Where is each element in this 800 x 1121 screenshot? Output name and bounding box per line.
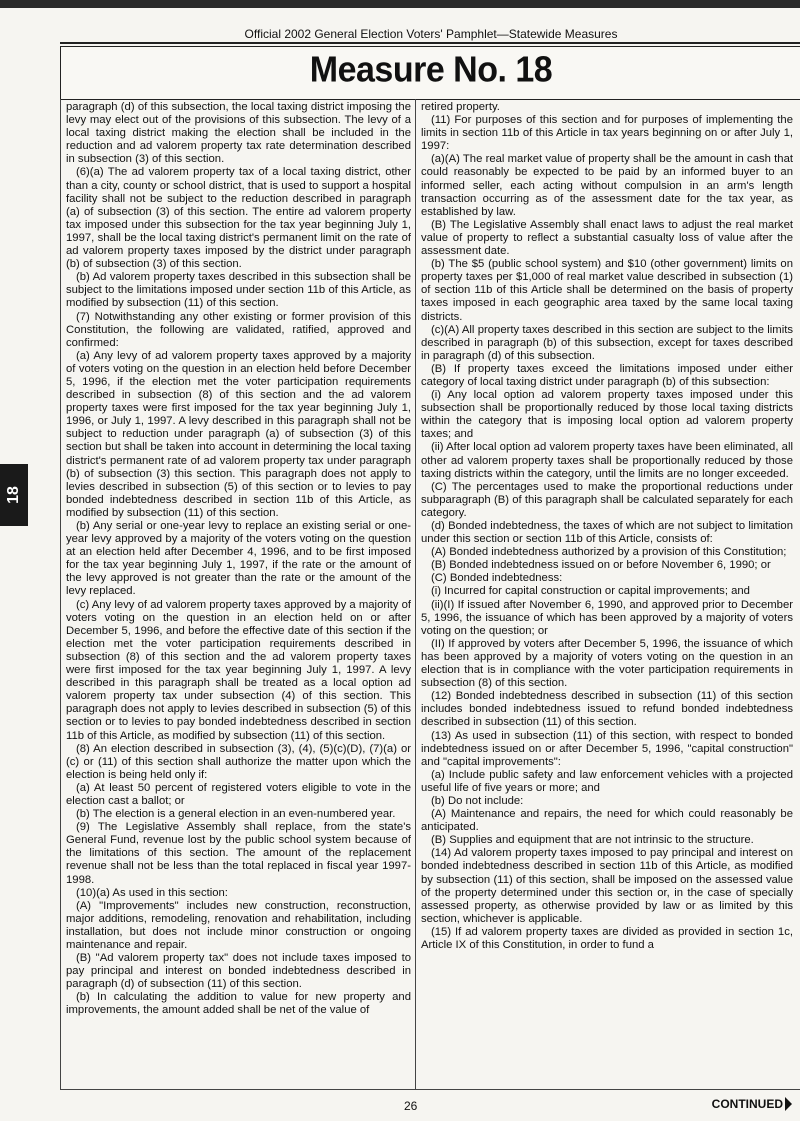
measure-title: Measure No. 18 xyxy=(309,50,553,90)
paragraph: (A) Maintenance and repairs, the need for which could reasonably be anticipated. xyxy=(421,808,793,834)
paragraph: (b) Do not include: xyxy=(431,794,524,807)
continued-marker xyxy=(712,1097,792,1111)
paragraph: (ii) After local option ad valorem property taxes have been eliminated, all other ad valorem property taxes shall be proportionally reduced by those taxing districts within the category, until the limits are no longer exceeded. xyxy=(421,441,793,480)
paragraph: (a) At least 50 percent of registered voters eligible to vote in the election cast a ballot; or xyxy=(66,781,411,807)
frame-left-rule xyxy=(60,99,61,1089)
paragraph: (a)(A) The real market value of property shall be the amount in cash that could reasonably be expected to be paid by an informed buyer to an informed seller, each acting without compulsion in an arm's length transaction occurring as of the assessment date for the tax year, as established by law. xyxy=(421,153,793,218)
paragraph: (b) Any serial or one-year levy to replace an existing serial or one-year levy approved by a majority of the voters voting on the question at an election held after December 4, 1996, and to be first imposed for the tax year beginning July 1, 1997, if the rate or the amount of the levy approved is not greater than the rate or the amount of the levy replaced. xyxy=(66,520,411,598)
paragraph: (c)(A) All property taxes described in this section are subject to the limits described in paragraph (b) of this subsection, except for taxes described in paragraph (d) of this subsection. xyxy=(421,323,793,362)
paragraph: (i) Incurred for capital construction or capital improvements; and xyxy=(431,585,750,598)
paragraph: (a) Any levy of ad valorem property taxes approved by a majority of voters voting on the question in an election held before December 5, 1996, if the election met the voter participation requirements described in subsection (8) of this section and the ad valorem property taxes were first imposed for the tax year beginning July 1, 1996, or July 1, 1997. A levy described in this paragraph shall not be subject to reduction under paragraph (a) of subsection (3) of this section but shall be taken into account in determining the local taxing district's permanent rate of ad valorem property tax under paragraph (b) of subsection (3) this section. This paragraph does not apply to levies described in subsection (5) of this section or to levies to pay bonded indebtedness described in section 11b of this Article, as modified by subsection (11) of this section. xyxy=(66,349,411,519)
paragraph: retired property. xyxy=(421,101,500,113)
column-divider xyxy=(415,99,416,1089)
arrow-right-icon xyxy=(785,1097,792,1111)
paragraph: (ii)(I) If issued after November 6, 1990, and approved prior to December 5, 1996, the issuance of which has been approved by a majority of voters voting on the question; or xyxy=(421,598,793,637)
paragraph: (A) "Improvements" includes new construction, reconstruction, major additions, remodeling, renovation and rehabilitation, including installation, but does not include minor construction or ongoing maintenance and repair. xyxy=(66,899,411,951)
paragraph: (B) If property taxes exceed the limitations imposed under either category of local taxing district under paragraph (b) of this subsection: xyxy=(421,362,793,388)
measure-title-box xyxy=(60,46,800,100)
paragraph: paragraph (d) of this subsection, the local taxing district imposing the levy may elect out of the provisions of this subsection. The levy of a local taxing district making the election shall be included in the reduction and ad valorem property tax rate determination described in subsection (3) of this section. xyxy=(66,101,411,166)
paragraph: (B) Bonded indebtedness issued on or before November 6, 1990; or xyxy=(431,559,771,572)
paragraph: (i) Any local option ad valorem property taxes imposed under this subsection shall be proportionally reduced by those local taxing districts within the category that is imposing local option ad valorem property taxes; and xyxy=(421,389,793,441)
running-header: Official 2002 General Election Voters' Pamphlet—Statewide Measures xyxy=(244,27,618,41)
paragraph: (7) Notwithstanding any other existing or former provision of this Constitution, the following are validated, ratified, approved and confirmed: xyxy=(66,310,411,349)
page-top-rule xyxy=(0,0,800,8)
paragraph: (b) In calculating the addition to value for new property and improvements, the amount added shall be net of the value of xyxy=(66,991,411,1017)
paragraph: (II) If approved by voters after December 5, 1996, the issuance of which has been approved by a majority of voters voting on the question in an election that is in compliance with the voter participation requirements in subsection (8) of this section. xyxy=(421,637,793,690)
page-number: 26 xyxy=(404,1099,418,1113)
right-column xyxy=(421,101,793,1091)
paragraph: (d) Bonded indebtedness, the taxes of which are not subject to limitation under this section or section 11b of this Article, consists of: xyxy=(421,520,793,546)
paragraph: (a) Include public safety and law enforcement vehicles with a projected useful life of five years or more; and xyxy=(421,768,793,794)
paragraph: (b) The election is a general election in an even-numbered year. xyxy=(76,808,396,821)
paragraph: (12) Bonded indebtedness described in subsection (11) of this section includes bonded indebtedness issued to refund bonded indebtedness described in subsection (11) of this section. xyxy=(421,690,793,729)
paragraph: (13) As used in subsection (11) of this section, with respect to bonded indebtedness issued on or after December 5, 1996, "capital construction" and "capital improvements": xyxy=(421,729,793,768)
continued-label: CONTINUED xyxy=(711,1097,783,1111)
paragraph: (b) Ad valorem property taxes described in this subsection shall be subject to the limitations imposed under section 11b of this Article, as modified by subsection (11) of this section. xyxy=(66,271,411,310)
paragraph: (C) The percentages used to make the proportional reductions under subparagraph (B) of this paragraph shall be calculated separately for each category. xyxy=(421,480,793,519)
paragraph: (A) Bonded indebtedness authorized by a provision of this Constitution; xyxy=(431,546,787,559)
side-tab-label: 18 xyxy=(4,486,22,504)
paragraph: (C) Bonded indebtedness: xyxy=(431,572,563,585)
measure-side-tab xyxy=(0,464,28,526)
paragraph: (B) The Legislative Assembly shall enact laws to adjust the real market value of property to reflect a substantial casualty loss of value after the assessment date. xyxy=(421,218,793,258)
paragraph: (11) For purposes of this section and for purposes of implementing the limits in section 11b of this Article in tax years beginning on or after July 1, 1997: xyxy=(421,114,793,153)
paragraph: (15) If ad valorem property taxes are divided as provided in section 1c, Article IX of this Constitution, in order to fund a xyxy=(421,925,793,951)
paragraph: (9) The Legislative Assembly shall replace, from the state's General Fund, revenue lost by the public school system because of the limitations of this section. The amount of the replacement revenue shall not be less than the total replaced in fiscal year 1997-1998. xyxy=(66,821,411,886)
paragraph: (14) Ad valorem property taxes imposed to pay principal and interest on bonded indebtedness described in section 11b of this Article, as modified by subsection (11) of this section, shall be imposed on the assessed value of the property determined under this section or, in the case of specially assessed property, as otherwise provided by law or as limited by this section, whichever is applicable. xyxy=(421,847,793,925)
header-rule xyxy=(60,42,800,44)
left-column xyxy=(66,101,411,1091)
paragraph: (c) Any levy of ad valorem property taxes approved by a majority of voters voting on the question in an election held on or after December 5, 1996, and before the effective date of this section if the election met the voter participation requirements described in subsection (8) of this section and the ad valorem property taxes were first imposed for the tax year beginning July 1, 1997. A levy described in this paragraph shall be treated as a local option ad valorem property tax under subsection (4) of this section. This paragraph does not apply to levies described in subsection (5) of this section or to levies to pay bonded indebtedness described in section 11b of this Article, as modified by subsection (11) of this section. xyxy=(66,598,411,742)
paragraph: (6)(a) The ad valorem property tax of a local taxing district, other than a city, county or school district, that is used to support a hospital facility shall not be subject to the reduction described in paragraph (a) of subsection (3) of this section. The entire ad valorem property tax imposed under this subsection for the tax year beginning July 1, 1997, shall be the local taxing district's permanent limit on the rate of ad valorem property taxes imposed by the district under paragraph (b) of subsection (3) of this section. xyxy=(66,166,411,271)
paragraph: (8) An election described in subsection (3), (4), (5)(c)(D), (7)(a) or (c) or (11) of this section shall authorize the matter upon which the election is being held only if: xyxy=(66,742,411,781)
paragraph: (b) The $5 (public school system) and $10 (other government) limits on property taxes per $1,000 of real market value described in subsection (1) of section 11b of this Article shall be determined on the basis of property taxes imposed in each geographic area taxed by the same local taxing districts. xyxy=(421,258,793,323)
paragraph: (B) "Ad valorem property tax" does not include taxes imposed to pay principal and interest on bonded indebtedness described in paragraph (d) of subsection (11) of this section. xyxy=(66,952,411,991)
paragraph: (B) Supplies and equipment that are not intrinsic to the structure. xyxy=(431,834,754,847)
paragraph: (10)(a) As used in this section: xyxy=(76,886,228,899)
